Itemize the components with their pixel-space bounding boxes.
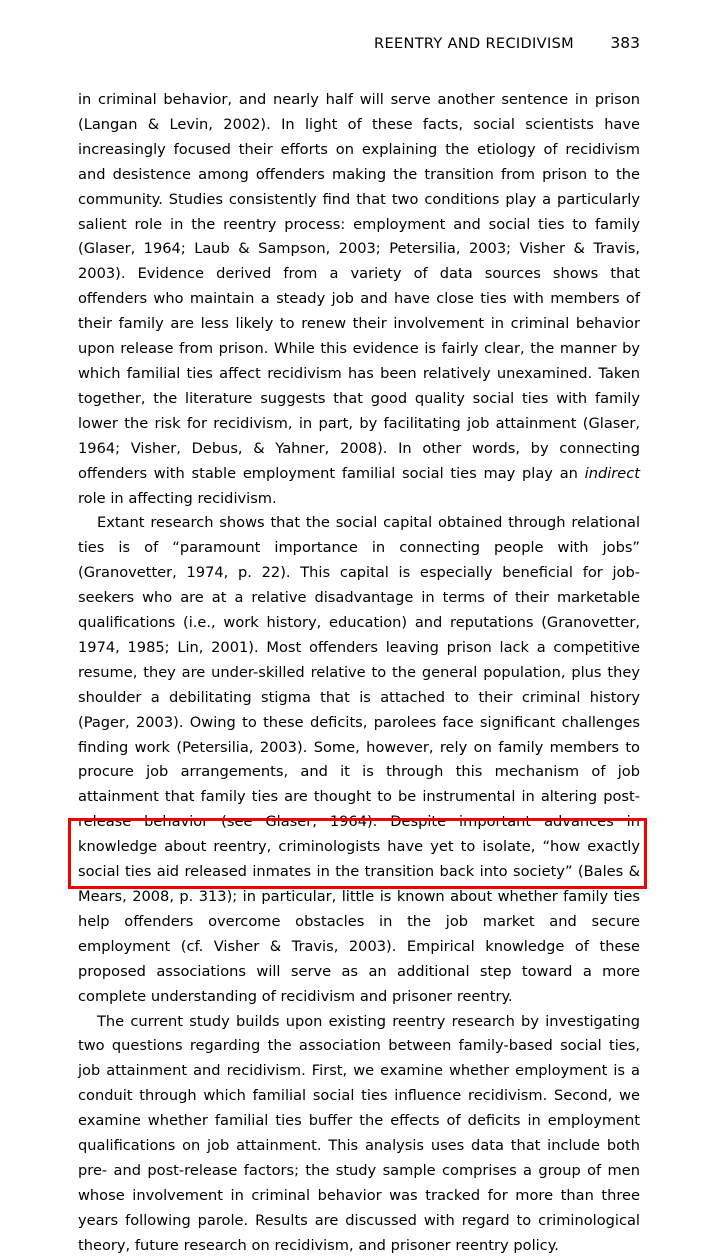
paragraph-2: Extant research shows that the social capital obtained through relational ties is of “paramount importance in connecting people with jobs” (Granovetter, 1974, p. 22). This capital is especially beneficial for job-seekers who are at a relative disadvantage in terms of their marketable qualifications (i.e., work history, education) and reputations (Granovetter, 1974, 1985; Lin, 2001). Most offenders leaving prison lack a competitive resume, they are under-skilled relative to the general population, plus they shoulder a debilitating stigma that is attached to their criminal history (Pager, 2003). Owing to these deficits, parolees face significant challenges finding work (Petersilia, 2003). Some, however, rely on family members to procure job arrangements, and it is through this mechanism of job attainment that family ties are thought to be instrumental in altering post-release behavior (see Glaser, 1964). Despite important advances in knowledge about reentry, criminologists have yet to isolate, “how exactly social ties aid released inmates in the transition back into society” (Bales & Mears, 2008, p. 313); in particular, little is known about whether family ties help offenders overcome obstacles in the job market and secure employment (cf. Visher & Travis, 2003). Empirical knowledge of these proposed associations will serve as an additional step toward a more complete understanding of recidivism and prisoner reentry. <box>78 514 640 1005</box>
running-head-title: REENTRY AND RECIDIVISM <box>374 36 574 52</box>
text-column <box>78 88 640 1259</box>
paragraph-1 <box>78 88 640 511</box>
paragraph-1-text-a: in criminal behavior, and nearly half will serve another sentence in prison (Langan & Levin, 2002). In light of these facts, social scientists have increasingly focused their efforts on explaining the etiology of recidivism and desistence among offenders making the transition from prison to the community. Studies consistently find that two conditions play a particularly salient role in the reentry process: employment and social ties to family (Glaser, 1964; Laub & Sampson, 2003; Petersilia, 2003; Visher & Travis, 2003). Evidence derived from a variety of data sources shows that offenders who maintain a steady job and have close ties with members of their family are less likely to renew their involvement in criminal behavior upon release from prison. While this evidence is fairly clear, the manner by which familial ties affect recidivism has been relatively unexamined. Taken together, the literature suggests that good quality social ties with family lower the risk for recidivism, in part, by facilitating job attainment (Glaser, 1964; Visher, Debus, & Yahner, 2008). In other words, by connecting offenders with stable employment familial social ties may play an <box>78 91 640 482</box>
page-number: 383 <box>610 34 640 52</box>
paragraph-3: The current study builds upon existing reentry research by investigating two questions regarding the association between family-based social ties, job attainment and recidivism. First, we examine whether employment is a conduit through which familial social ties influence recidivism. Second, we examine whether familial ties buffer the effects of deficits in employment qualifications on job attainment. This analysis uses data that include both pre- and post-release factors; the study sample comprises a group of men whose involvement in criminal behavior was tracked for more than three years following parole. Results are discussed with regard to criminological theory, future research on recidivism, and prisoner reentry policy. <box>78 1012 640 1254</box>
paragraph-1-emphasis: indirect <box>584 464 640 482</box>
paragraph-1-text-b: role in affecting recidivism. <box>78 489 277 507</box>
running-head <box>78 34 640 56</box>
